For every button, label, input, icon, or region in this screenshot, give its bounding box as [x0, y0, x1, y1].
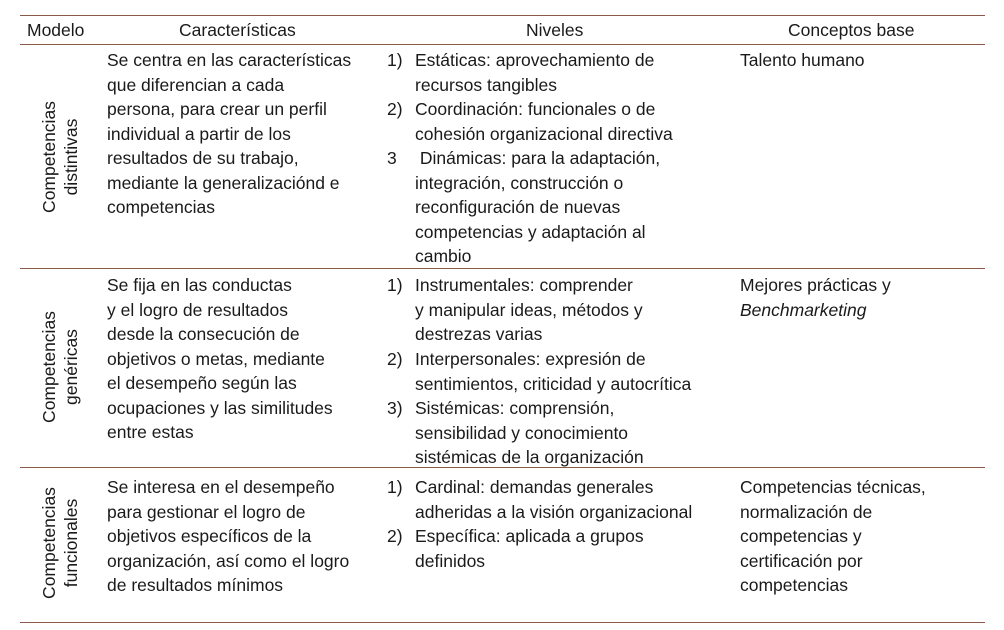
text-line: ocupaciones y las similitudes	[107, 397, 333, 418]
text-line: y el logro de resultados	[107, 299, 288, 320]
text-line: resultados de su trabajo,	[107, 148, 299, 168]
text-line: adheridas a la visión organizacional	[415, 501, 693, 522]
header-conceptos: Conceptos base	[788, 20, 915, 40]
model-label-genericas	[38, 311, 82, 423]
text-line: reconfiguración de nuevas	[415, 197, 621, 217]
text-line: destrezas varias	[415, 324, 543, 344]
conceptos-cell	[740, 273, 891, 322]
text-line: para gestionar el logro de	[107, 501, 306, 522]
text-line: Se centra en las características	[107, 50, 352, 70]
text-line: Estáticas: aprovechamiento de	[415, 50, 655, 70]
nivel-number: 2)	[387, 526, 403, 546]
model-label-line: funcionales	[61, 498, 81, 588]
text-line: Interpersonales: expresión de	[415, 349, 646, 369]
text-line: competencias	[740, 575, 848, 595]
text-line: competencias	[107, 197, 215, 217]
nivel-item	[415, 396, 644, 470]
text-line: integración, construcción o	[415, 172, 624, 193]
nivel-item	[415, 524, 644, 573]
nivel-item	[415, 146, 660, 269]
text-line: individual a partir de los	[107, 123, 291, 144]
model-label-line: Competencias	[39, 311, 59, 423]
text-line-italic: Benchmarketing	[740, 299, 867, 320]
model-label-funcionales	[38, 487, 82, 599]
text-line: Competencias técnicas,	[740, 477, 926, 497]
text-line: Instrumentales: comprender	[415, 275, 633, 295]
text-line: normalización de	[740, 501, 873, 522]
text-line: Dinámicas: para la adaptación,	[415, 148, 661, 168]
text-line: y manipular ideas, métodos y	[415, 299, 643, 320]
nivel-number: 2)	[387, 349, 403, 369]
nivel-number: 1)	[387, 50, 403, 70]
header-niveles: Niveles	[526, 20, 584, 40]
text-line: desde la consecución de	[107, 324, 300, 344]
text-line: definidos	[415, 550, 486, 571]
nivel-number: 3)	[387, 398, 403, 418]
text-line: Talento humano	[740, 50, 865, 70]
text-line: Coordinación: funcionales o de	[415, 99, 656, 119]
text-line: Sistémicas: comprensión,	[415, 398, 615, 418]
text-line: Mejores prácticas y	[740, 275, 891, 295]
nivel-item	[415, 347, 691, 396]
text-line: sentimientos, criticidad y autocrítica	[415, 373, 692, 394]
text-line: Cardinal: demandas generales	[415, 477, 654, 497]
model-label-distintivas	[38, 101, 82, 213]
caracteristicas-cell	[107, 273, 333, 445]
text-line: sensibilidad y conocimiento	[415, 422, 629, 443]
model-label-line: genéricas	[61, 329, 81, 405]
caracteristicas-cell	[107, 475, 349, 598]
text-line: cambio	[415, 246, 472, 266]
header-rule	[20, 44, 985, 45]
model-label-line: Competencias	[39, 101, 59, 213]
nivel-number: 1)	[387, 477, 403, 497]
text-line: de resultados mínimos	[107, 575, 284, 595]
text-line: Se fija en las conductas	[107, 275, 292, 295]
text-line: sistémicas de la organización	[415, 447, 644, 467]
model-label-line: distintivas	[61, 118, 81, 196]
text-line: mediante la generalizaciónd e	[107, 172, 340, 193]
text-line: objetivos o metas, mediante	[107, 348, 325, 369]
model-label-line: Competencias	[39, 487, 59, 599]
text-line: objetivos específicos de la	[107, 526, 312, 546]
bottom-rule	[20, 622, 985, 623]
text-line: competencias y	[740, 526, 862, 546]
nivel-item	[415, 48, 654, 97]
nivel-number: 1)	[387, 275, 403, 295]
text-line: entre estas	[107, 422, 194, 442]
text-line: que diferencian a cada	[107, 74, 285, 95]
text-line: competencias y adaptación al	[415, 221, 646, 242]
text-line: Se interesa en el desempeño	[107, 477, 335, 497]
conceptos-cell	[740, 475, 926, 598]
text-line: certificación por	[740, 550, 863, 571]
conceptos-cell	[740, 48, 865, 73]
text-line: cohesión organizacional directiva	[415, 123, 673, 144]
nivel-number: 2)	[387, 99, 403, 119]
top-rule	[20, 15, 985, 16]
text-line: organización, así como el logro	[107, 550, 350, 571]
header-caracteristicas: Características	[179, 20, 296, 40]
header-modelo: Modelo	[27, 20, 85, 40]
nivel-number: 3	[387, 148, 397, 168]
text-line: el desempeño según las	[107, 373, 297, 393]
text-line: Específica: aplicada a grupos	[415, 526, 644, 546]
nivel-item	[415, 97, 673, 146]
nivel-item	[415, 273, 643, 347]
caracteristicas-cell	[107, 48, 351, 220]
nivel-item	[415, 475, 692, 524]
text-line: persona, para crear un perfil	[107, 99, 327, 119]
text-line: recursos tangibles	[415, 74, 558, 95]
